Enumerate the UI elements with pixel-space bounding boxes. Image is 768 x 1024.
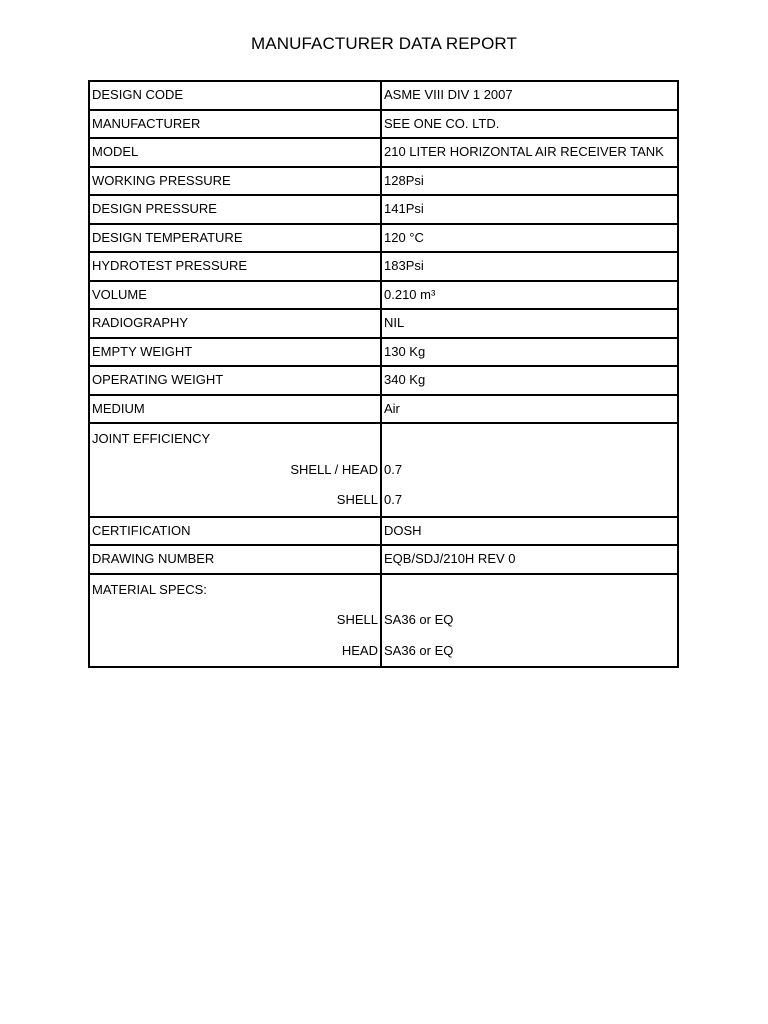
row-label: MEDIUM: [89, 395, 381, 424]
row-value: SEE ONE CO. LTD.: [381, 110, 678, 139]
row-value: 0.210 m³: [381, 281, 678, 310]
row-label: HYDROTEST PRESSURE: [89, 252, 381, 281]
row-label: DRAWING NUMBER: [89, 545, 381, 574]
table-row-medium: [89, 395, 678, 424]
row-label: EMPTY WEIGHT: [89, 338, 381, 367]
row-label: DESIGN CODE: [89, 81, 381, 110]
table-row-operating-weight: [89, 366, 678, 395]
row-value: ASME VIII DIV 1 2007: [381, 81, 678, 110]
table-row-design-pressure: [89, 195, 678, 224]
row-value: EQB/SDJ/210H REV 0: [381, 545, 678, 574]
row-label: CERTIFICATION: [89, 517, 381, 546]
row-value: 340 Kg: [381, 366, 678, 395]
joint-efficiency-heading: JOINT EFFICIENCY: [92, 431, 211, 446]
table-row-model: [89, 138, 678, 167]
material-specs-shell-label: SHELL: [336, 612, 378, 627]
material-specs-values: [381, 574, 678, 668]
row-value: DOSH: [381, 517, 678, 546]
material-specs-labels: [89, 574, 381, 668]
joint-efficiency-shell-value: 0.7: [384, 492, 403, 507]
table-row-volume: [89, 281, 678, 310]
joint-efficiency-labels: [89, 423, 381, 517]
table-row-manufacturer: [89, 110, 678, 139]
row-label: VOLUME: [89, 281, 381, 310]
table-row-empty-weight: [89, 338, 678, 367]
row-value: 210 LITER HORIZONTAL AIR RECEIVER TANK: [381, 138, 678, 167]
table-row-drawing-number: [89, 545, 678, 574]
table-row-hydrotest-pressure: [89, 252, 678, 281]
row-label: MODEL: [89, 138, 381, 167]
row-label: DESIGN PRESSURE: [89, 195, 381, 224]
joint-efficiency-shell-head-value: 0.7: [384, 461, 403, 477]
row-label: WORKING PRESSURE: [89, 167, 381, 196]
page-title: MANUFACTURER DATA REPORT: [251, 34, 517, 53]
joint-efficiency-shell-head-label: SHELL / HEAD: [290, 461, 378, 477]
table-row-design-temperature: [89, 224, 678, 253]
row-label: OPERATING WEIGHT: [89, 366, 381, 395]
table-row-radiography: [89, 309, 678, 338]
row-value: 128Psi: [381, 167, 678, 196]
material-specs-heading: MATERIAL SPECS:: [92, 581, 207, 597]
row-label: RADIOGRAPHY: [89, 309, 381, 338]
table-row-material-specs: [89, 574, 678, 668]
material-specs-head-label: HEAD: [341, 642, 378, 658]
row-label: MANUFACTURER: [89, 110, 381, 139]
material-specs-shell-value: SA36 or EQ: [384, 612, 454, 627]
row-value: NIL: [381, 309, 678, 338]
row-value: 183Psi: [381, 252, 678, 281]
joint-efficiency-values: [381, 423, 678, 517]
table-row-joint-efficiency: [89, 423, 678, 517]
row-value: 141Psi: [381, 195, 678, 224]
row-label: DESIGN TEMPERATURE: [89, 224, 381, 253]
material-specs-head-value: SA36 or EQ: [384, 642, 454, 658]
table-row-design-code: [89, 81, 678, 110]
row-value: Air: [381, 395, 678, 424]
joint-efficiency-shell-label: SHELL: [336, 492, 378, 507]
table-row-working-pressure: [89, 167, 678, 196]
joint-efficiency-blank: [382, 424, 677, 455]
data-report-table: [88, 80, 679, 668]
material-specs-blank: [382, 575, 677, 606]
row-value: 130 Kg: [381, 338, 678, 367]
row-value: 120 °C: [381, 224, 678, 253]
table-row-certification: [89, 517, 678, 546]
